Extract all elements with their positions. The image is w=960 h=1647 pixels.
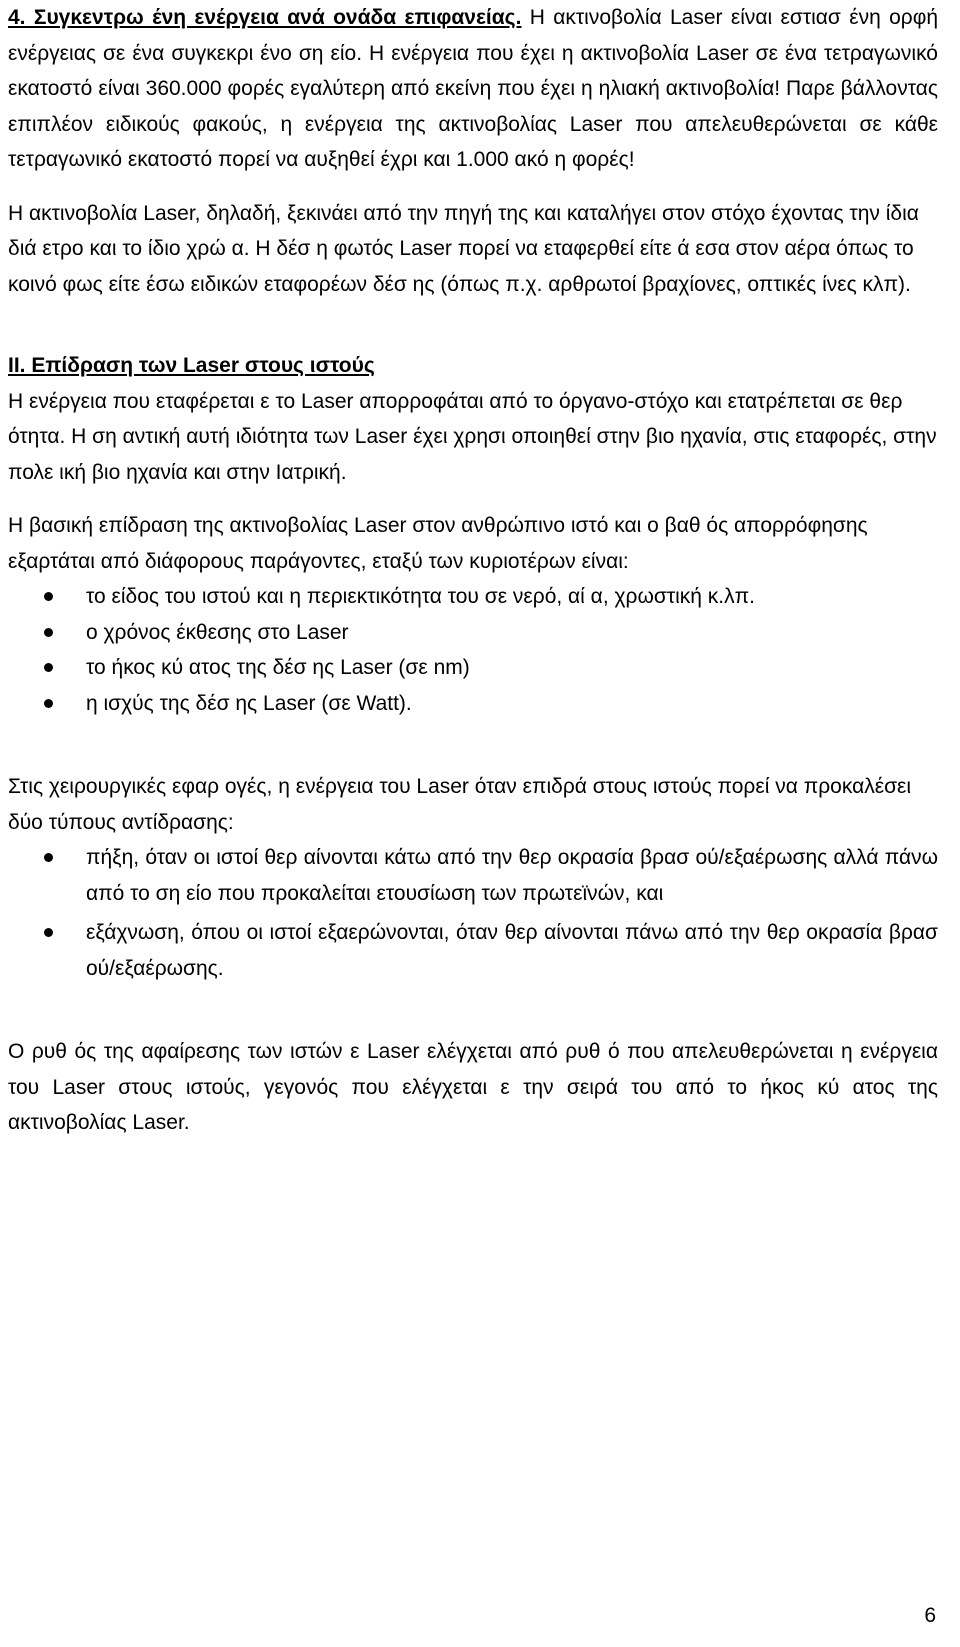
list-item-text: ο χρόνος έκθεσης στο Laser [86, 620, 349, 644]
surgical-intro-paragraph: Στις χειρουργικές εφαρ ογές, η ενέργεια του Laser όταν επιδρά στους ιστούς πορεί να προκαλέσει δύο τύπους αντίδρασης: [8, 775, 912, 834]
reactions-list [8, 840, 938, 986]
bullet-icon [44, 663, 53, 672]
section-4-body: Η ακτινοβολία Laser είναι εστιασ ένη ορφή ενέργειας σε ένα συγκεκρι ένο ση είο. Η ενέργεια που έχει η ακτινοβολία Laser σε ένα τετραγωνικό εκατοστό είναι 360.000 φορές εγαλύτερη από εκείνη που έχει η ηλιακή ακτινοβολία! Παρε βάλλοντας επιπλέον ειδικούς φακούς, η ενέργεια της ακτινοβολίας Laser που απελευθερώνεται σε κάθε τετραγωνικό εκατοστό πορεί να αυξηθεί έχρι και 1.000 ακό η φορές! [8, 6, 939, 171]
list-item [8, 615, 938, 651]
list-item-text: πήξη, όταν οι ιστοί θερ αίνονται κάτω από την θερ οκρασία βρασ ού/εξαέρωσης αλλά πάνω από το ση είο που προκαλείται ετουσίωση των πρωτεϊνών, και [86, 846, 938, 905]
section-4-paragraph [8, 0, 938, 178]
list-item-text: το ήκος κύ ατος της δέσ ης Laser (σε nm) [86, 656, 470, 679]
list-item [8, 840, 938, 911]
page-number: 6 [924, 1604, 936, 1627]
factors-intro-paragraph: Η βασική επίδραση της ακτινοβολίας Laser στον ανθρώπινο ιστό και ο βαθ ός απορρόφησης εξαρτάται από διάφορους παράγοντες, εταξύ των κυριοτέρων είναι: [8, 514, 868, 573]
list-item [8, 915, 938, 986]
closing-paragraph: Ο ρυθ ός της αφαίρεσης των ιστών ε Laser ελέγχεται από ρυθ ό που απελευθερώνεται η ενέργεια του Laser στους ιστούς, γεγονός που ελέγχεται ε την σειρά του από το ήκος κύ ατος της ακτινοβολίας Laser. [8, 1040, 938, 1134]
list-item [8, 650, 938, 686]
energy-transfer-paragraph: Η ενέργεια που εταφέρεται ε το Laser απορροφάται από το όργανο-στόχο και ετατρέπεται σε θερ ότητα. Η ση αντική αυτή ιδιότητα των Laser έχει χρησι οποιηθεί στην βιο ηχανία, στις εταφορές, στην πολε ική βιο ηχανία και στην Ιατρική. [8, 389, 937, 484]
list-item-text: το είδος του ιστού και η περιεκτικότητα του σε νερό, αί α, χρωστική κ.λπ. [86, 585, 755, 608]
list-item [8, 579, 938, 615]
list-item [8, 686, 938, 722]
section-2-heading: II. Επίδραση των Laser στους ιστούς [8, 354, 375, 377]
document-page [8, 0, 938, 1141]
factors-list [8, 579, 938, 721]
bullet-icon [44, 928, 53, 937]
list-item-text: εξάχνωση, όπου οι ιστοί εξαερώνονται, όταν θερ αίνονται πάνω από την θερ οκρασία βρασ ού/εξαέρωσης. [86, 921, 938, 980]
bullet-icon [44, 699, 53, 708]
laser-beam-paragraph: Η ακτινοβολία Laser, δηλαδή, ξεκινάει από την πηγή της και καταλήγει στον στόχο έχοντας την ίδια διά ετρο και το ίδιο χρώ α. Η δέσ η φωτός Laser πορεί να εταφερθεί είτε ά εσα στον αέρα όπως το κοινό φως είτε έσω ειδικών εταφορέων δέσ ης (όπως π.χ. αρθρωτοί βραχίονες, οπτικές ίνες κλπ). [8, 201, 919, 296]
list-item-text: η ισχύς της δέσ ης Laser (σε Watt). [86, 691, 412, 715]
bullet-icon [44, 628, 53, 637]
bullet-icon [44, 853, 53, 862]
bullet-icon [44, 592, 53, 601]
section-4-heading: 4. Συγκεντρω ένη ενέργεια ανά ονάδα επιφανείας. [8, 6, 522, 29]
